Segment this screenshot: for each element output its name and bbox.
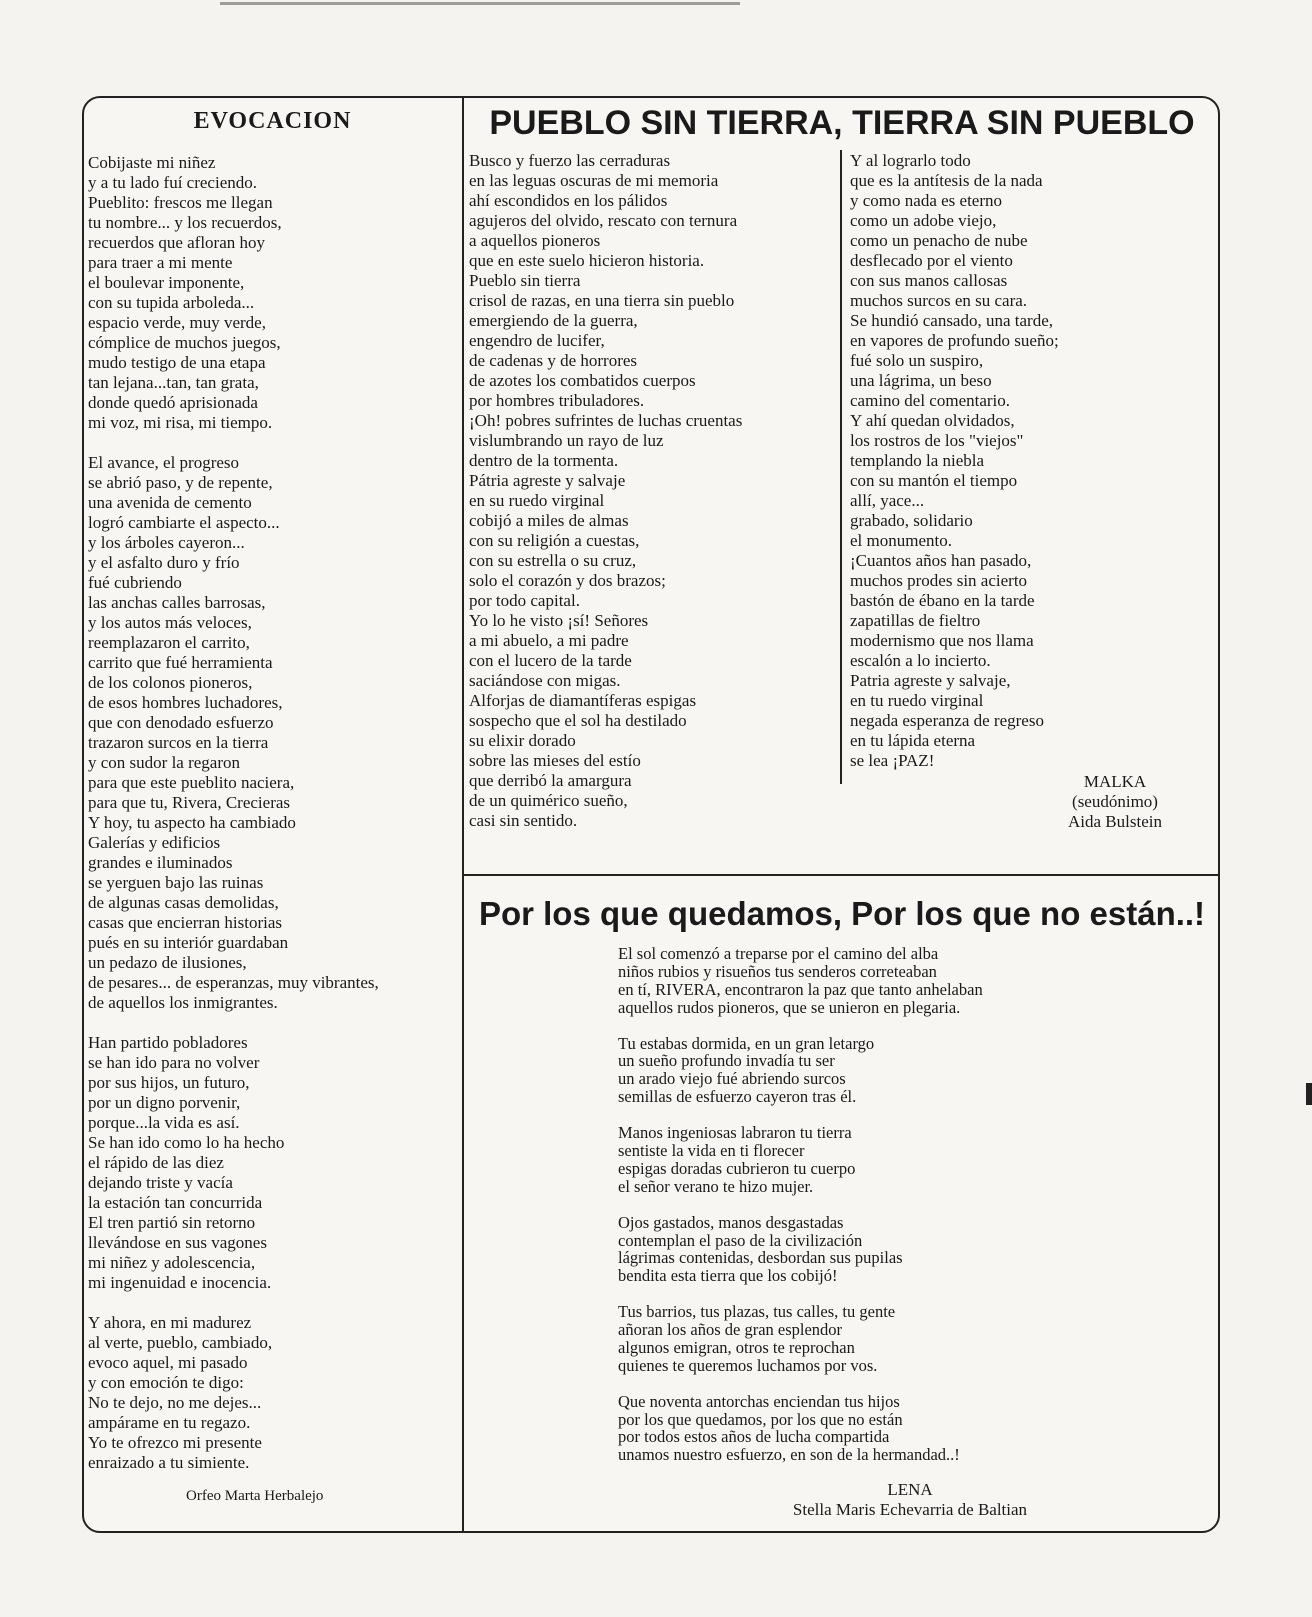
pueblo-signature-author: Aida Bulstein [1068, 812, 1162, 831]
inner-column-divider [840, 150, 842, 784]
evocacion-title: EVOCACION [193, 108, 352, 134]
porlosque-title: Por los que quedamos, Por los que no están..! [478, 895, 1206, 932]
scan-mark [220, 2, 740, 5]
pueblo-signature-note: (seudónimo) [1072, 792, 1158, 811]
section-divider [463, 874, 1220, 876]
column-divider [462, 96, 464, 1533]
pueblo-poem-col2: Y al lograrlo todo que es la antítesis de la nada y como nada es eterno como un adobe viejo, como un penacho de nube desflecado por el viento con sus manos callosas muchos surcos en su cara. Se hundió cansado, una tarde, en vapores de profundo sueño; fué solo un suspiro, una lágrima, un beso camino del comentario. Y ahí quedan olvidados, los rostros de los "viejos" templando la niebla con su mantón el tiempo allí, yace... grabado, solidario el monumento. ¡Cuantos años han pasado, muchos prodes sin acierto bastón de ébano en la tarde zapatillas de fieltro modernismo que nos llama escalón a lo incierto. Patria agreste y salvaje, en tu ruedo virginal negada esperanza de regreso en tu lápida eterna se lea ¡PAZ! [850, 151, 1059, 770]
porlosque-signature-author: Stella Maris Echevarria de Baltian [792, 1500, 1028, 1519]
evocacion-author: Orfeo Marta Herbalejo [186, 1488, 324, 1504]
pueblo-poem-col1: Busco y fuerzo las cerraduras en las leguas oscuras de mi memoria ahí escondidos en los pálidos agujeros del olvido, rescato con ternura a aquellos pioneros que en este suelo hicieron historia. Pueblo sin tierra crisol de razas, en una tierra sin pueblo emergiendo de la guerra, engendro de lucifer, de cadenas y de horrores de azotes los combatidos cuerpos por hombres tribuladores. ¡Oh! pobres sufrintes de luchas cruentas vislumbrando un rayo de luz dentro de la tormenta. Pátria agreste y salvaje en su ruedo virginal cobijó a miles de almas con su religión a cuestas, con su estrella o su cruz, solo el corazón y dos brazos; por todo capital. Yo lo he visto ¡sí! Señores a mi abuelo, a mi padre con el lucero de la tarde saciándose con migas. Alforjas de diamantíferas espigas sospecho que el sol ha destilado su elixir dorado sobre las mieses del estío que derribó la amargura de un quimérico sueño, casi sin sentido. [469, 151, 743, 830]
porlosque-signature-pseudonym: LENA [887, 1480, 933, 1499]
pueblo-signature-pseudonym: MALKA [1083, 772, 1147, 791]
scan-edge-mark [1306, 1083, 1312, 1105]
porlosque-poem: El sol comenzó a treparse por el camino del alba niños rubios y risueños tus senderos correteaban en tí, RIVERA, encontraron la paz que tanto anhelaban aquellos rudos pioneros, que se unieron en plegaria. Tu estabas dormida, en un gran letargo un sueño profundo invadía tu ser un arado viejo fué abriendo surcos semillas de esfuerzo cayeron tras él. Manos ingeniosas labraron tu tierra sentiste la vida en ti florecer espigas doradas cubrieron tu cuerpo el señor verano te hizo mujer. Ojos gastados, manos desgastadas contemplan el paso de la civilización lágrimas contenidas, desbordan sus pupilas bendita esta tierra que los cobijó! Tus barrios, tus plazas, tus calles, tu gente añoran los años de gran esplendor algunos emigran, otros te reprochan quienes te queremos luchamos por vos. Que noventa antorchas enciendan tus hijos por los que quedamos, por los que no están por todos estos años de lucha compartida unamos nuestro esfuerzo, en son de la hermandad..! [618, 944, 983, 1465]
evocacion-poem: Cobijaste mi niñez y a tu lado fuí creciendo. Pueblito: frescos me llegan tu nombre... y los recuerdos, recuerdos que afloran hoy para traer a mi mente el boulevar imponente, con su tupida arboleda... espacio verde, muy verde, cómplice de muchos juegos, mudo testigo de una etapa tan lejana...tan, tan grata, donde quedó aprisionada mi voz, mi risa, mi tiempo. El avance, el progreso se abrió paso, y de repente, una avenida de cemento logró cambiarte el aspecto... y los árboles cayeron... y el asfalto duro y frío fué cubriendo las anchas calles barrosas, y los autos más veloces, reemplazaron el carrito, carrito que fué herramienta de los colonos pioneros, de esos hombres luchadores, que con denodado esfuerzo trazaron surcos en la tierra y con sudor la regaron para que este pueblito naciera, para que tu, Rivera, Crecieras Y hoy, tu aspecto ha cambiado Galerías y edificios grandes e iluminados se yerguen bajo las ruinas de algunas casas demolidas, casas que encierran historias pués en su interiór guardaban un pedazo de ilusiones, de pesares... de esperanzas, muy vibrantes, de aquellos los inmigrantes. Han partido pobladores se han ido para no volver por sus hijos, un futuro, por un digno porvenir, porque...la vida es así. Se han ido como lo ha hecho el rápido de las diez dejando triste y vacía la estación tan concurrida El tren partió sin retorno llevándose en sus vagones mi niñez y adolescencia, mi ingenuidad e inocencia. Y ahora, en mi madurez al verte, pueblo, cambiado, evoco aquel, mi pasado y con emoción te digo: No te dejo, no me dejes... ampárame en tu regazo. Yo te ofrezco mi presente enraizado a tu simiente. [88, 153, 379, 1472]
pueblo-title: PUEBLO SIN TIERRA, TIERRA SIN PUEBLO [489, 104, 1195, 142]
